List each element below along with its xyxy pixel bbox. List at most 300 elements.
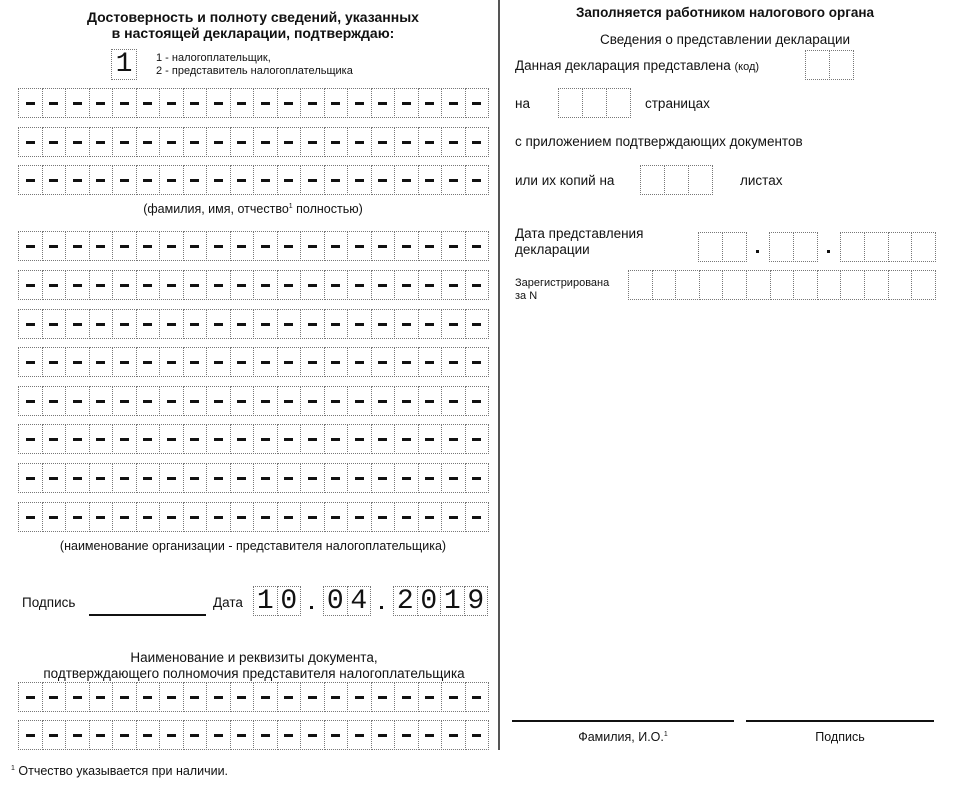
fio-row[interactable]: [18, 165, 488, 195]
char-cell[interactable]: [324, 127, 349, 157]
char-cell[interactable]: [230, 88, 255, 118]
fio-row[interactable]: [18, 88, 488, 118]
char-cell[interactable]: [277, 386, 302, 416]
char-cell[interactable]: [42, 720, 67, 750]
char-cell[interactable]: [465, 309, 490, 339]
char-cell[interactable]: [89, 231, 114, 261]
char-cell[interactable]: [230, 463, 255, 493]
char-cell[interactable]: [371, 270, 396, 300]
char-cell[interactable]: [324, 463, 349, 493]
char-cell[interactable]: [394, 463, 419, 493]
officer-signature-line[interactable]: [746, 720, 934, 722]
char-cell[interactable]: [864, 270, 889, 300]
char-cell[interactable]: [277, 165, 302, 195]
char-cell[interactable]: [793, 270, 818, 300]
char-cell[interactable]: [582, 88, 607, 118]
char-cell[interactable]: [277, 88, 302, 118]
char-cell[interactable]: [394, 231, 419, 261]
date-month-cell-2[interactable]: 4: [347, 586, 372, 616]
char-cell[interactable]: [18, 463, 43, 493]
char-cell[interactable]: [136, 502, 161, 532]
char-cell[interactable]: [324, 424, 349, 454]
char-cell[interactable]: [300, 682, 325, 712]
char-cell[interactable]: [65, 309, 90, 339]
date-day-cell-2[interactable]: 0: [277, 586, 302, 616]
char-cell[interactable]: [277, 502, 302, 532]
document-row[interactable]: [18, 682, 488, 712]
char-cell[interactable]: [911, 270, 936, 300]
char-cell[interactable]: [183, 231, 208, 261]
char-cell[interactable]: [441, 270, 466, 300]
char-cell[interactable]: [42, 127, 67, 157]
char-cell[interactable]: [371, 463, 396, 493]
pages-count-field[interactable]: [558, 88, 630, 118]
char-cell[interactable]: [347, 231, 372, 261]
char-cell[interactable]: [418, 720, 443, 750]
char-cell[interactable]: [42, 386, 67, 416]
date-year-field[interactable]: [393, 586, 487, 616]
char-cell[interactable]: [300, 231, 325, 261]
char-cell[interactable]: [441, 309, 466, 339]
char-cell[interactable]: [65, 682, 90, 712]
char-cell[interactable]: [253, 231, 278, 261]
char-cell[interactable]: [418, 309, 443, 339]
date-month-field[interactable]: [323, 586, 370, 616]
char-cell[interactable]: [300, 88, 325, 118]
char-cell[interactable]: [793, 232, 818, 262]
char-cell[interactable]: [89, 270, 114, 300]
char-cell[interactable]: [89, 502, 114, 532]
char-cell[interactable]: [159, 502, 184, 532]
char-cell[interactable]: [89, 165, 114, 195]
char-cell[interactable]: [606, 88, 631, 118]
organization-row[interactable]: [18, 386, 488, 416]
char-cell[interactable]: [371, 502, 396, 532]
char-cell[interactable]: [347, 309, 372, 339]
organization-row[interactable]: [18, 270, 488, 300]
char-cell[interactable]: [230, 347, 255, 377]
char-cell[interactable]: [699, 270, 724, 300]
char-cell[interactable]: [65, 424, 90, 454]
char-cell[interactable]: [371, 231, 396, 261]
char-cell[interactable]: [277, 347, 302, 377]
sheets-count-field[interactable]: [640, 165, 712, 195]
organization-row[interactable]: [18, 309, 488, 339]
char-cell[interactable]: [206, 424, 231, 454]
char-cell[interactable]: [253, 270, 278, 300]
char-cell[interactable]: [183, 502, 208, 532]
char-cell[interactable]: [465, 463, 490, 493]
char-cell[interactable]: [394, 270, 419, 300]
char-cell[interactable]: [159, 88, 184, 118]
char-cell[interactable]: [183, 88, 208, 118]
char-cell[interactable]: [300, 502, 325, 532]
char-cell[interactable]: [324, 231, 349, 261]
char-cell[interactable]: [89, 720, 114, 750]
char-cell[interactable]: [347, 165, 372, 195]
char-cell[interactable]: [159, 720, 184, 750]
char-cell[interactable]: [324, 270, 349, 300]
char-cell[interactable]: [864, 232, 889, 262]
char-cell[interactable]: [65, 270, 90, 300]
char-cell[interactable]: [183, 127, 208, 157]
char-cell[interactable]: [112, 127, 137, 157]
char-cell[interactable]: [18, 502, 43, 532]
char-cell[interactable]: [394, 502, 419, 532]
char-cell[interactable]: [65, 88, 90, 118]
char-cell[interactable]: [230, 231, 255, 261]
char-cell[interactable]: [347, 270, 372, 300]
char-cell[interactable]: [394, 88, 419, 118]
char-cell[interactable]: [230, 682, 255, 712]
char-cell[interactable]: [418, 270, 443, 300]
submission-date-month-field[interactable]: [769, 232, 817, 262]
char-cell[interactable]: [465, 88, 490, 118]
char-cell[interactable]: [441, 127, 466, 157]
char-cell[interactable]: [746, 270, 771, 300]
char-cell[interactable]: [136, 386, 161, 416]
char-cell[interactable]: [159, 463, 184, 493]
char-cell[interactable]: [136, 165, 161, 195]
date-year-cell-1[interactable]: 2: [393, 586, 418, 616]
submission-date-day-field[interactable]: [698, 232, 746, 262]
char-cell[interactable]: [206, 682, 231, 712]
char-cell[interactable]: [42, 682, 67, 712]
char-cell[interactable]: [230, 270, 255, 300]
char-cell[interactable]: [230, 502, 255, 532]
char-cell[interactable]: [300, 386, 325, 416]
char-cell[interactable]: [300, 347, 325, 377]
char-cell[interactable]: [253, 309, 278, 339]
char-cell[interactable]: [371, 424, 396, 454]
char-cell[interactable]: [136, 231, 161, 261]
char-cell[interactable]: [206, 347, 231, 377]
char-cell[interactable]: [112, 424, 137, 454]
char-cell[interactable]: [418, 386, 443, 416]
organization-row[interactable]: [18, 424, 488, 454]
char-cell[interactable]: [441, 424, 466, 454]
char-cell[interactable]: [371, 386, 396, 416]
char-cell[interactable]: [347, 463, 372, 493]
char-cell[interactable]: [65, 127, 90, 157]
char-cell[interactable]: [253, 88, 278, 118]
char-cell[interactable]: [112, 502, 137, 532]
char-cell[interactable]: [441, 165, 466, 195]
char-cell[interactable]: [183, 720, 208, 750]
char-cell[interactable]: [18, 270, 43, 300]
char-cell[interactable]: [300, 424, 325, 454]
char-cell[interactable]: [112, 720, 137, 750]
char-cell[interactable]: [664, 165, 689, 195]
char-cell[interactable]: [65, 231, 90, 261]
char-cell[interactable]: [277, 424, 302, 454]
char-cell[interactable]: [640, 165, 665, 195]
char-cell[interactable]: [253, 682, 278, 712]
char-cell[interactable]: [465, 720, 490, 750]
char-cell[interactable]: [89, 347, 114, 377]
document-row[interactable]: [18, 720, 488, 750]
char-cell[interactable]: [18, 309, 43, 339]
char-cell[interactable]: [394, 165, 419, 195]
char-cell[interactable]: [230, 424, 255, 454]
char-cell[interactable]: [159, 386, 184, 416]
char-cell[interactable]: [18, 88, 43, 118]
char-cell[interactable]: [89, 127, 114, 157]
char-cell[interactable]: [42, 309, 67, 339]
char-cell[interactable]: [136, 720, 161, 750]
char-cell[interactable]: [277, 309, 302, 339]
char-cell[interactable]: [206, 165, 231, 195]
char-cell[interactable]: [42, 347, 67, 377]
submission-code-field[interactable]: [805, 50, 853, 80]
char-cell[interactable]: [42, 502, 67, 532]
char-cell[interactable]: [394, 720, 419, 750]
char-cell[interactable]: [159, 424, 184, 454]
char-cell[interactable]: [465, 386, 490, 416]
char-cell[interactable]: [112, 463, 137, 493]
char-cell[interactable]: [159, 309, 184, 339]
char-cell[interactable]: [136, 127, 161, 157]
char-cell[interactable]: [89, 88, 114, 118]
char-cell[interactable]: [18, 682, 43, 712]
char-cell[interactable]: [371, 309, 396, 339]
char-cell[interactable]: [888, 232, 913, 262]
char-cell[interactable]: [347, 386, 372, 416]
char-cell[interactable]: [206, 309, 231, 339]
char-cell[interactable]: [888, 270, 913, 300]
char-cell[interactable]: [465, 347, 490, 377]
char-cell[interactable]: [394, 127, 419, 157]
char-cell[interactable]: [42, 88, 67, 118]
char-cell[interactable]: [136, 347, 161, 377]
char-cell[interactable]: [206, 88, 231, 118]
fio-row[interactable]: [18, 127, 488, 157]
char-cell[interactable]: [300, 165, 325, 195]
submission-date-year-field[interactable]: [840, 232, 935, 262]
organization-row[interactable]: [18, 347, 488, 377]
char-cell[interactable]: [418, 88, 443, 118]
char-cell[interactable]: [253, 127, 278, 157]
char-cell[interactable]: [347, 88, 372, 118]
char-cell[interactable]: [324, 720, 349, 750]
char-cell[interactable]: [230, 165, 255, 195]
char-cell[interactable]: [65, 720, 90, 750]
char-cell[interactable]: [688, 165, 713, 195]
char-cell[interactable]: [253, 347, 278, 377]
char-cell[interactable]: [441, 463, 466, 493]
char-cell[interactable]: [18, 386, 43, 416]
char-cell[interactable]: [277, 720, 302, 750]
char-cell[interactable]: [277, 127, 302, 157]
char-cell[interactable]: [89, 309, 114, 339]
char-cell[interactable]: [371, 127, 396, 157]
char-cell[interactable]: [159, 165, 184, 195]
char-cell[interactable]: [253, 502, 278, 532]
char-cell[interactable]: [253, 424, 278, 454]
date-year-cell-3[interactable]: 1: [440, 586, 465, 616]
char-cell[interactable]: [418, 463, 443, 493]
char-cell[interactable]: [42, 270, 67, 300]
char-cell[interactable]: [65, 347, 90, 377]
signature-line[interactable]: [89, 614, 206, 616]
char-cell[interactable]: [441, 682, 466, 712]
char-cell[interactable]: [159, 270, 184, 300]
char-cell[interactable]: [136, 424, 161, 454]
char-cell[interactable]: [441, 502, 466, 532]
char-cell[interactable]: [722, 232, 747, 262]
char-cell[interactable]: [183, 347, 208, 377]
char-cell[interactable]: [65, 502, 90, 532]
char-cell[interactable]: [371, 88, 396, 118]
char-cell[interactable]: [817, 270, 842, 300]
char-cell[interactable]: [347, 720, 372, 750]
char-cell[interactable]: [230, 309, 255, 339]
char-cell[interactable]: [206, 270, 231, 300]
char-cell[interactable]: [441, 386, 466, 416]
char-cell[interactable]: [206, 463, 231, 493]
char-cell[interactable]: [253, 165, 278, 195]
char-cell[interactable]: [253, 720, 278, 750]
char-cell[interactable]: [18, 347, 43, 377]
char-cell[interactable]: [277, 231, 302, 261]
char-cell[interactable]: [324, 88, 349, 118]
char-cell[interactable]: [300, 270, 325, 300]
char-cell[interactable]: [18, 424, 43, 454]
char-cell[interactable]: [418, 502, 443, 532]
organization-row[interactable]: [18, 463, 488, 493]
char-cell[interactable]: [253, 386, 278, 416]
char-cell[interactable]: [418, 127, 443, 157]
char-cell[interactable]: [652, 270, 677, 300]
char-cell[interactable]: [769, 232, 794, 262]
date-day-cell-1[interactable]: 1: [253, 586, 278, 616]
char-cell[interactable]: [840, 270, 865, 300]
char-cell[interactable]: [230, 386, 255, 416]
char-cell[interactable]: [112, 231, 137, 261]
char-cell[interactable]: [465, 424, 490, 454]
char-cell[interactable]: [183, 682, 208, 712]
char-cell[interactable]: [159, 347, 184, 377]
char-cell[interactable]: [65, 165, 90, 195]
officer-name-line[interactable]: [512, 720, 734, 722]
char-cell[interactable]: [159, 682, 184, 712]
char-cell[interactable]: [465, 682, 490, 712]
char-cell[interactable]: [18, 720, 43, 750]
organization-row[interactable]: [18, 231, 488, 261]
char-cell[interactable]: [418, 682, 443, 712]
char-cell[interactable]: [347, 682, 372, 712]
char-cell[interactable]: [770, 270, 795, 300]
char-cell[interactable]: [394, 386, 419, 416]
char-cell[interactable]: [324, 502, 349, 532]
char-cell[interactable]: [441, 88, 466, 118]
char-cell[interactable]: [112, 270, 137, 300]
char-cell[interactable]: [347, 424, 372, 454]
char-cell[interactable]: [112, 386, 137, 416]
char-cell[interactable]: [394, 682, 419, 712]
char-cell[interactable]: [42, 424, 67, 454]
char-cell[interactable]: [300, 463, 325, 493]
char-cell[interactable]: [465, 165, 490, 195]
char-cell[interactable]: [911, 232, 936, 262]
char-cell[interactable]: [371, 165, 396, 195]
char-cell[interactable]: [183, 463, 208, 493]
char-cell[interactable]: [206, 231, 231, 261]
date-year-cell-4[interactable]: 9: [464, 586, 489, 616]
char-cell[interactable]: [253, 463, 278, 493]
char-cell[interactable]: [89, 463, 114, 493]
char-cell[interactable]: [371, 347, 396, 377]
char-cell[interactable]: [441, 231, 466, 261]
char-cell[interactable]: [206, 720, 231, 750]
char-cell[interactable]: [418, 347, 443, 377]
char-cell[interactable]: [324, 165, 349, 195]
char-cell[interactable]: [183, 270, 208, 300]
char-cell[interactable]: [805, 50, 830, 80]
char-cell[interactable]: [206, 502, 231, 532]
char-cell[interactable]: [347, 127, 372, 157]
char-cell[interactable]: [112, 165, 137, 195]
char-cell[interactable]: [89, 682, 114, 712]
char-cell[interactable]: [300, 720, 325, 750]
date-year-cell-2[interactable]: 0: [417, 586, 442, 616]
char-cell[interactable]: [371, 682, 396, 712]
char-cell[interactable]: [206, 127, 231, 157]
char-cell[interactable]: [159, 127, 184, 157]
char-cell[interactable]: [324, 386, 349, 416]
char-cell[interactable]: [230, 127, 255, 157]
char-cell[interactable]: [277, 682, 302, 712]
char-cell[interactable]: [418, 231, 443, 261]
char-cell[interactable]: [465, 502, 490, 532]
char-cell[interactable]: [183, 386, 208, 416]
char-cell[interactable]: [441, 347, 466, 377]
char-cell[interactable]: [558, 88, 583, 118]
date-day-field[interactable]: [253, 586, 300, 616]
char-cell[interactable]: [18, 165, 43, 195]
char-cell[interactable]: [394, 424, 419, 454]
char-cell[interactable]: [136, 88, 161, 118]
char-cell[interactable]: [18, 231, 43, 261]
char-cell[interactable]: [675, 270, 700, 300]
char-cell[interactable]: [159, 231, 184, 261]
char-cell[interactable]: [65, 463, 90, 493]
registration-number-field[interactable]: [628, 270, 935, 300]
char-cell[interactable]: [112, 347, 137, 377]
date-month-cell-1[interactable]: 0: [323, 586, 348, 616]
char-cell[interactable]: [112, 88, 137, 118]
char-cell[interactable]: [112, 682, 137, 712]
char-cell[interactable]: [300, 309, 325, 339]
char-cell[interactable]: [18, 127, 43, 157]
signer-code-cell[interactable]: 1: [111, 49, 137, 80]
char-cell[interactable]: [829, 50, 854, 80]
char-cell[interactable]: [136, 682, 161, 712]
char-cell[interactable]: [136, 463, 161, 493]
char-cell[interactable]: [840, 232, 865, 262]
char-cell[interactable]: [324, 309, 349, 339]
char-cell[interactable]: [300, 127, 325, 157]
char-cell[interactable]: [136, 270, 161, 300]
char-cell[interactable]: [112, 309, 137, 339]
char-cell[interactable]: [347, 347, 372, 377]
char-cell[interactable]: [394, 347, 419, 377]
char-cell[interactable]: [277, 463, 302, 493]
char-cell[interactable]: [206, 386, 231, 416]
char-cell[interactable]: [418, 424, 443, 454]
char-cell[interactable]: [183, 424, 208, 454]
char-cell[interactable]: [183, 165, 208, 195]
